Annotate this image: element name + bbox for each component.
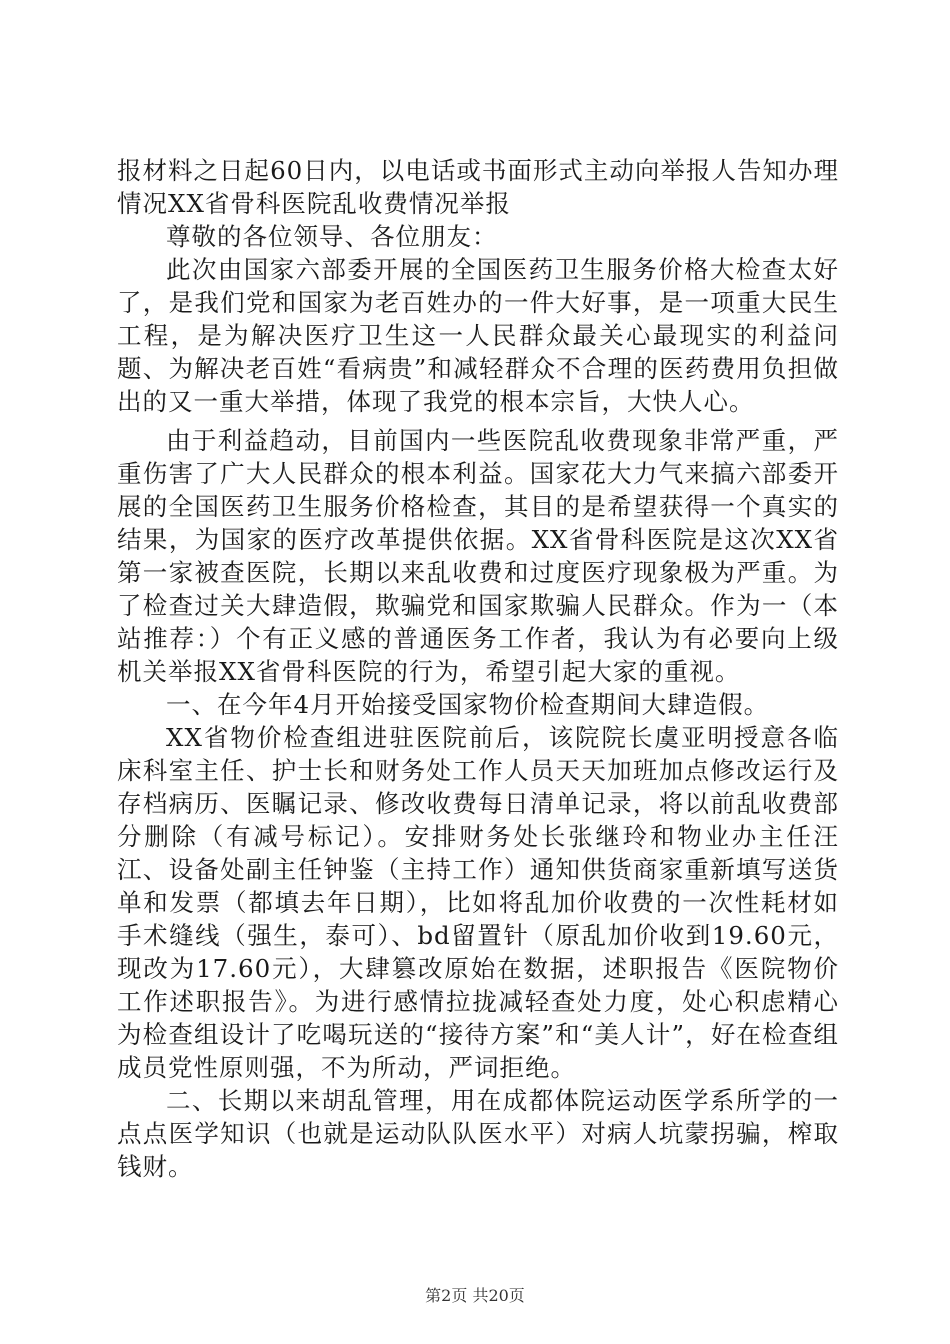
paragraph-section-one-heading: 一、在今年4月开始接受国家物价检查期间大肆造假。 [166,690,770,719]
paragraph-salutation: 尊敬的各位领导、各位朋友： [166,222,498,251]
paragraph-section-one-body: XX省物价检查组进驻医院前后，该院院长虞亚明授意各临床科室主任、护士长和财务处工作人员天天加班加点修改运行及存档病历、医瞩记录、修改收费每日清单记录，将以前乱收费部分删除（有减号标记）。安排财务处长张继玲和物业办主任汪江、设备处副主任钟鉴（主持工作）通知供货商家重新填写送货单和发票（都填去年日期），比如将乱加价收费的一次性耗材如手术缝线（强生，泰可）、bd留置针（原乱加价收到19.60元，现改为17.60元），大肆篡改原始在数据，述职报告《医院物价工作述职报告》。为进行感情拉拢减轻查处力度，处心积虑精心为检查组设计了吃喝玩送的“接待方案”和“美人计”，好在检查组成员党性原则强，不为所动，严词拒绝。 [117,723,839,1082]
paragraph-intro: 此次由国家六部委开展的全国医药卫生服务价格大检查太好了，是我们党和国家为老百姓办的一件大好事，是一项重大民生工程，是为解决医疗卫生这一人民群众最关心最现实的利益问题、为解决老百姓“看病贵”和减轻群众不合理的医药费用负担做出的又一重大举措，体现了我党的根本宗旨，大快人心。 [117,255,839,416]
paragraph-background: 由于利益趋动，目前国内一些医院乱收费现象非常严重，严重伤害了广大人民群众的根本利益。国家花大力气来搞六部委开展的全国医药卫生服务价格检查，其目的是希望获得一个真实的结果，为国家的医疗改革提供依据。XX省骨科医院是这次XX省第一家被查医院，长期以来乱收费和过度医疗现象极为严重。为了检查过关大肆造假，欺骗党和国家欺骗人民群众。作为一（本站推荐：）个有正义感的普通医务工作者，我认为有必要向上级机关举报XX省骨科医院的行为，希望引起大家的重视。 [117,426,839,686]
paragraph-section-two: 二、长期以来胡乱管理，用在成都体院运动医学系所学的一点点医学知识（也就是运动队队医水平）对病人坑蒙拐骗，榨取钱财。 [117,1086,839,1181]
document-body [117,154,839,1183]
paragraph-continuation: 报材料之日起60日内，以电话或书面形式主动向举报人告知办理情况XX省骨科医院乱收费情况举报 [117,156,839,218]
page-number-footer: 第2页 共20页 [425,1286,525,1305]
